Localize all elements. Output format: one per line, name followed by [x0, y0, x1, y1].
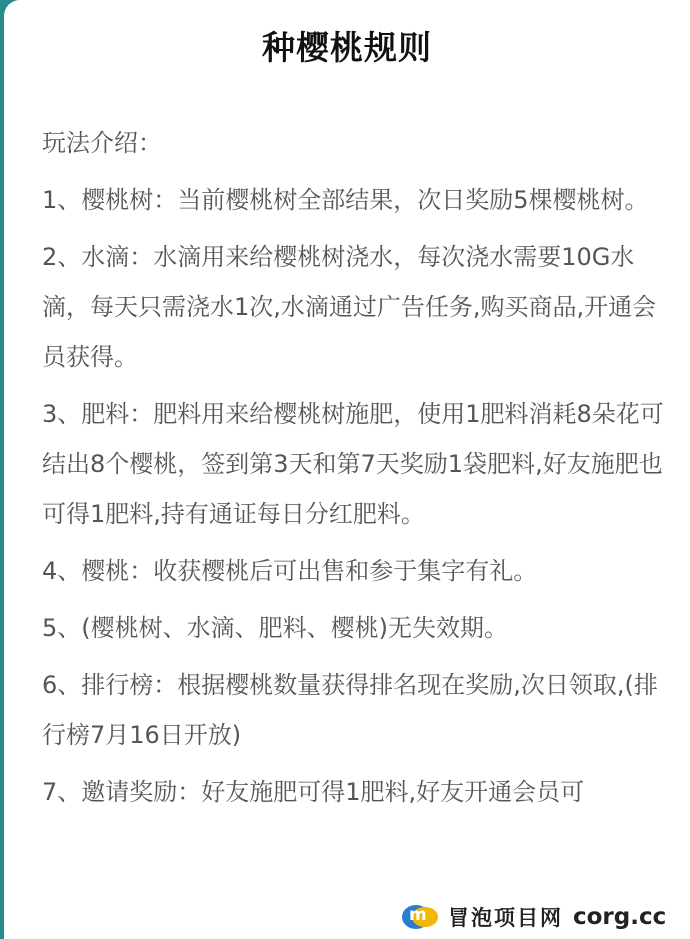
- watermark-logo-icon: [402, 904, 440, 930]
- rule-item-3: 3、肥料：肥料用来给樱桃树施肥，使用1肥料消耗8朵花可结出8个樱桃，签到第3天和第7天奖励1袋肥料,好友施肥也可得1肥料,持有通证每日分红肥料。: [42, 400, 664, 528]
- watermark-domain: corg.cc: [573, 904, 667, 930]
- rule-item-7: 7、邀请奖励：好友施肥可得1肥料,好友开通会员可: [42, 778, 585, 806]
- rules-content: [42, 118, 672, 824]
- rule-item-2: 2、水滴：水滴用来给樱桃树浇水，每次浇水需要10G水滴，每天只需浇水1次,水滴通过广告任务,购买商品,开通会员获得。: [42, 243, 657, 371]
- rule-item-5: 5、(樱桃树、水滴、肥料、樱桃)无失效期。: [42, 614, 508, 642]
- site-watermark: [394, 897, 686, 937]
- rule-item-1: 1、樱桃树：当前樱桃树全部结果，次日奖励5棵樱桃树。: [42, 186, 649, 214]
- page-title: 种樱桃规则: [262, 28, 432, 67]
- rule-item-6: 6、排行榜：根据樱桃数量获得排名现在奖励,次日领取,(排行榜7月16日开放): [42, 671, 658, 749]
- rules-sheet: [4, 0, 690, 939]
- watermark-site-name: 冒泡项目网: [448, 906, 563, 930]
- rule-item-4: 4、樱桃：收获樱桃后可出售和参于集字有礼。: [42, 557, 538, 585]
- watermark-logo-letter: m: [409, 905, 427, 925]
- intro-heading: 玩法介绍：: [42, 129, 162, 157]
